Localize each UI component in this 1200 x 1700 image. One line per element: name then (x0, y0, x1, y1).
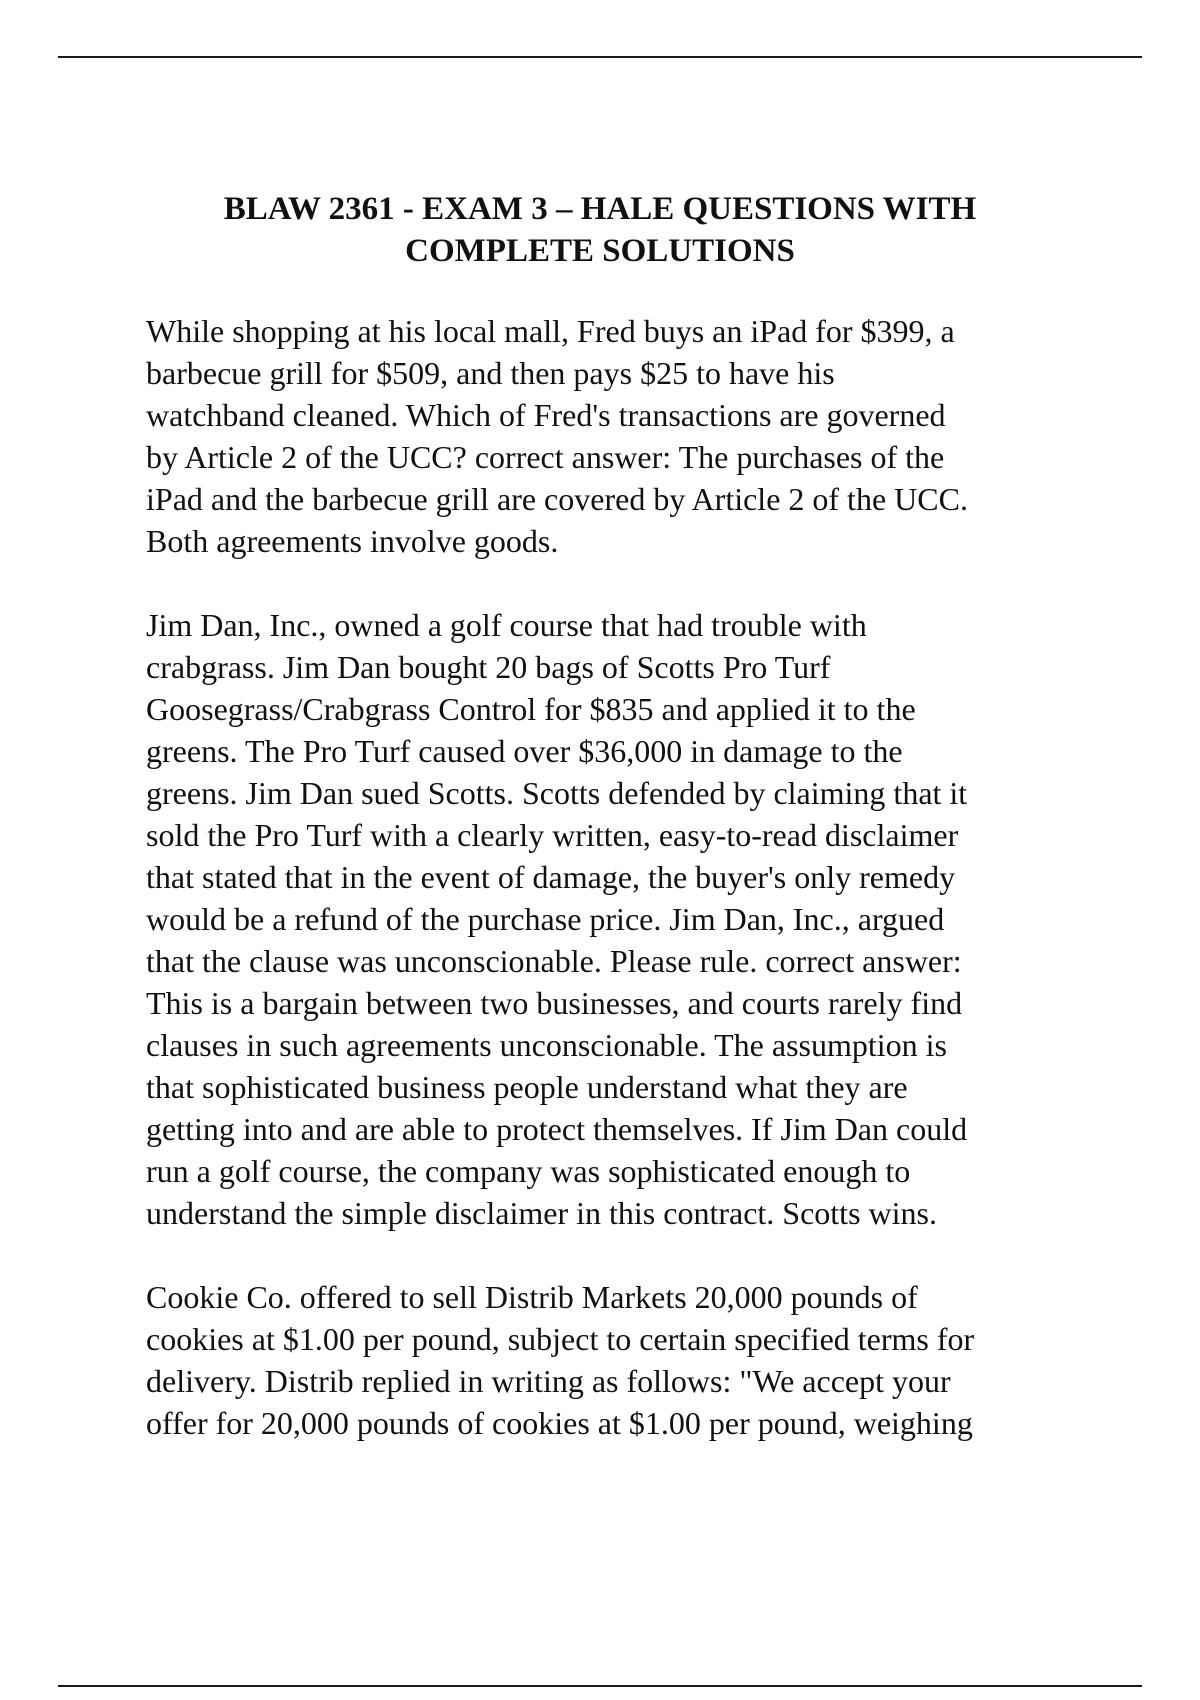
text-line: understand the simple disclaimer in this contract. Scotts wins. (146, 1195, 937, 1231)
text-line: greens. Jim Dan sued Scotts. Scotts defended by claiming that it (146, 775, 968, 811)
text-line: iPad and the barbecue grill are covered by Article 2 of the UCC. (146, 481, 968, 517)
text-line: that sophisticated business people understand what they are (146, 1069, 908, 1105)
text-line: clauses in such agreements unconscionable. The assumption is (146, 1027, 947, 1063)
text-line: getting into and are able to protect themselves. If Jim Dan could (146, 1111, 968, 1147)
question-block-jim-dan (146, 604, 1096, 1234)
text-line: Both agreements involve goods. (146, 523, 559, 559)
footer-rule (58, 1685, 1142, 1687)
header-rule (58, 56, 1142, 58)
text-line: While shopping at his local mall, Fred buys an iPad for $399, a (146, 313, 955, 349)
text-line: that the clause was unconscionable. Please rule. correct answer: (146, 943, 962, 979)
text-line: barbecue grill for $509, and then pays $25 to have his (146, 355, 835, 391)
text-line: Goosegrass/Crabgrass Control for $835 and applied it to the (146, 691, 916, 727)
text-line: This is a bargain between two businesses, and courts rarely find (146, 985, 963, 1021)
text-line: Jim Dan, Inc., owned a golf course that had trouble with (146, 607, 867, 643)
text-line: cookies at $1.00 per pound, subject to certain specified terms for (146, 1321, 975, 1357)
page-title (140, 188, 1060, 272)
text-line: that stated that in the event of damage, the buyer's only remedy (146, 859, 956, 895)
text-line: would be a refund of the purchase price. Jim Dan, Inc., argued (146, 901, 945, 937)
question-block-ipad (146, 310, 1096, 562)
text-line: crabgrass. Jim Dan bought 20 bags of Scotts Pro Turf (146, 649, 831, 685)
text-line: run a golf course, the company was sophisticated enough to (146, 1153, 911, 1189)
text-line: delivery. Distrib replied in writing as follows: "We accept your (146, 1363, 951, 1399)
text-line: by Article 2 of the UCC? correct answer: The purchases of the (146, 439, 945, 475)
document-body (146, 310, 1096, 1486)
text-line: sold the Pro Turf with a clearly written, easy-to-read disclaimer (146, 817, 959, 853)
text-line: greens. The Pro Turf caused over $36,000 in damage to the (146, 733, 903, 769)
text-line: Cookie Co. offered to sell Distrib Markets 20,000 pounds of (146, 1279, 918, 1315)
text-line: offer for 20,000 pounds of cookies at $1.00 per pound, weighing (146, 1405, 973, 1441)
title-line: COMPLETE SOLUTIONS (405, 233, 795, 269)
text-line: watchband cleaned. Which of Fred's transactions are governed (146, 397, 946, 433)
title-line: BLAW 2361 - EXAM 3 – HALE QUESTIONS WITH (223, 191, 977, 227)
question-block-cookie-co (146, 1276, 1096, 1444)
